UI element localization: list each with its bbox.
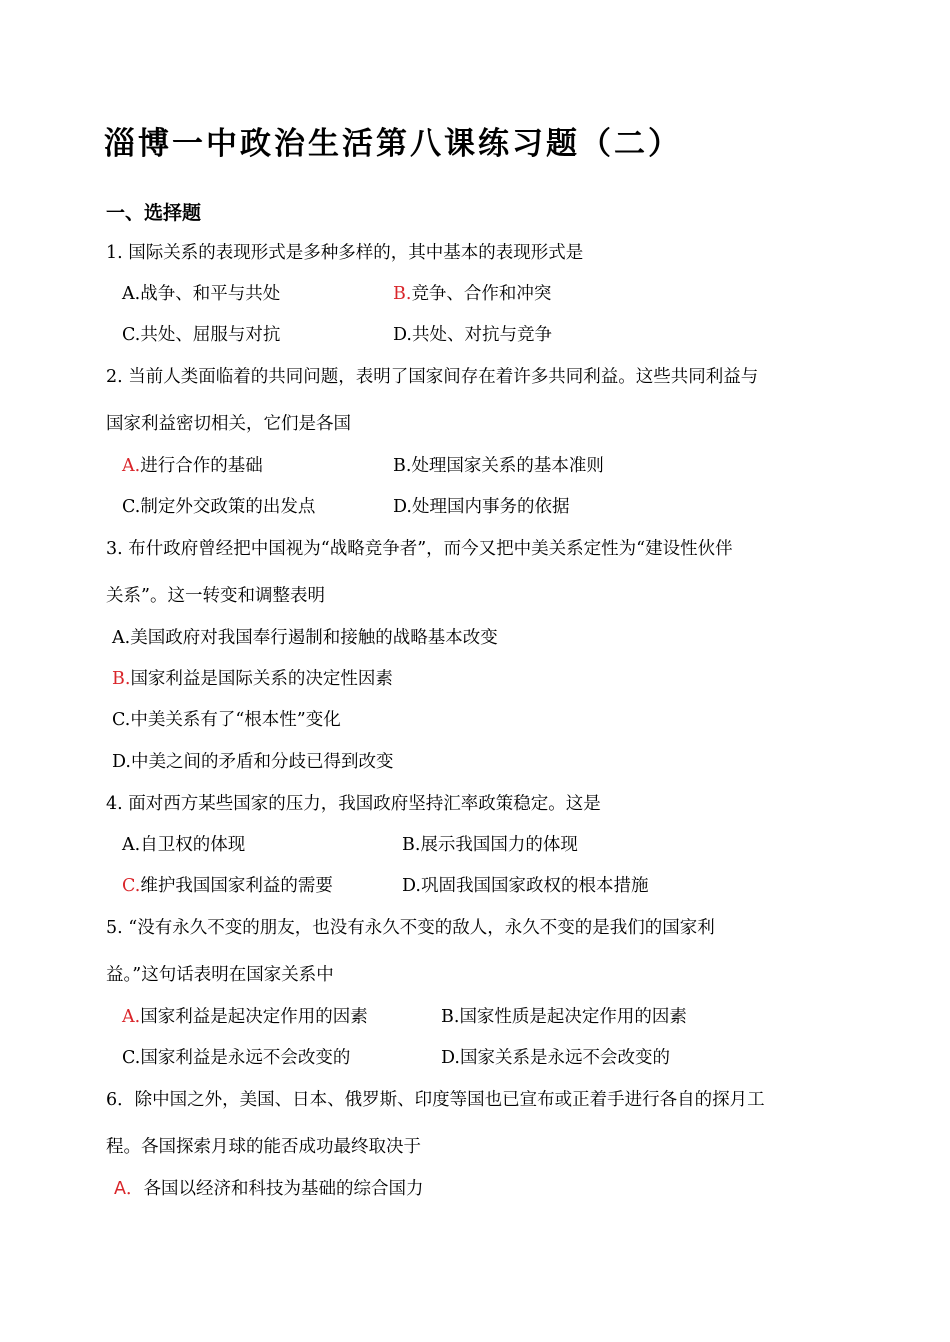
- question-2-option-d: [393, 495, 569, 519]
- option-text: 中美之间的矛盾和分歧已得到改变: [130, 752, 394, 772]
- option-text: 制定外交政策的出发点: [140, 497, 316, 517]
- option-letter-answer: B.: [393, 284, 412, 304]
- option-letter: D.: [393, 325, 412, 345]
- option-text: 维护我国国家利益的需要: [140, 876, 333, 896]
- option-letter: D.: [402, 876, 421, 896]
- question-6-stem-line-2: 程。各国探索月球的能否成功最终取决于: [106, 1137, 421, 1157]
- option-letter-answer: C.: [122, 876, 141, 896]
- question-1-option-a: [122, 282, 280, 306]
- question-3-option-b: [112, 667, 393, 691]
- option-letter: C.: [112, 710, 131, 730]
- option-text: 美国政府对我国奉行遏制和接触的战略基本改变: [130, 628, 498, 648]
- option-letter: A.: [112, 628, 131, 648]
- question-1-option-d: [393, 323, 552, 347]
- option-text: 战争、和平与共处: [140, 284, 281, 304]
- question-5-option-b: [441, 1005, 687, 1029]
- option-letter: B.: [441, 1007, 460, 1027]
- option-letter: D.: [441, 1048, 460, 1068]
- option-letter-answer: A.: [122, 456, 141, 476]
- option-letter: C.: [122, 497, 141, 517]
- question-5-stem-line-2: 益。”这句话表明在国家关系中: [106, 965, 334, 985]
- option-letter: A.: [122, 284, 141, 304]
- option-text: 国家性质是起决定作用的因素: [459, 1007, 687, 1027]
- option-text: 各国以经济和科技为基础的综合国力: [143, 1179, 424, 1199]
- question-1-stem: 1. 国际关系的表现形式是多种多样的，其中基本的表现形式是: [106, 243, 584, 263]
- option-text: 国家利益是国际关系的决定性因素: [130, 669, 393, 689]
- question-2-option-c: [122, 495, 315, 519]
- option-letter: A.: [122, 835, 141, 855]
- option-letter: C.: [122, 325, 141, 345]
- question-5-stem-line-1: 5. “没有永久不变的朋友，也没有永久不变的敌人，永久不变的是我们的国家利: [106, 918, 715, 938]
- option-text: 国家利益是永远不会改变的: [140, 1048, 351, 1068]
- option-letter: D.: [112, 752, 131, 772]
- option-text: 共处、屈服与对抗: [140, 325, 281, 345]
- question-3-option-a: [112, 626, 498, 650]
- option-letter: B.: [402, 835, 421, 855]
- question-5-option-a: [122, 1005, 368, 1029]
- question-4-stem: 4. 面对西方某些国家的压力，我国政府坚持汇率政策稳定。这是: [106, 794, 601, 814]
- question-4-option-a: [122, 833, 245, 857]
- option-text: 处理国家关系的基本准则: [411, 456, 604, 476]
- option-letter: C.: [122, 1048, 141, 1068]
- question-6-option-a: [114, 1177, 423, 1201]
- option-text: 进行合作的基础: [140, 456, 263, 476]
- section-heading: 一、选择题: [106, 202, 202, 224]
- question-4-option-d: [402, 874, 648, 898]
- page-title: 淄博一中政治生活第八课练习题（二）: [104, 126, 682, 162]
- option-letter-answer: A.: [122, 1007, 141, 1027]
- option-text: 展示我国国力的体现: [420, 835, 578, 855]
- question-1-option-b: [393, 282, 551, 306]
- option-text: 国家利益是起决定作用的因素: [140, 1007, 368, 1027]
- option-text: 巩固我国国家政权的根本措施: [420, 876, 649, 896]
- option-text: 自卫权的体现: [140, 835, 246, 855]
- question-2-option-b: [393, 454, 604, 478]
- option-text: 中美关系有了“根本性”变化: [130, 710, 341, 730]
- question-2-stem-line-2: 国家利益密切相关，它们是各国: [106, 414, 351, 434]
- question-1-option-c: [122, 323, 280, 347]
- question-3-option-d: [112, 750, 393, 774]
- question-3-stem-line-2: 关系”。这一转变和调整表明: [106, 586, 325, 606]
- question-3-stem-line-1: 3. 布什政府曾经把中国视为“战略竞争者”，而今又把中美关系定性为“建设性伙伴: [106, 539, 733, 559]
- question-4-option-b: [402, 833, 578, 857]
- option-text: 竞争、合作和冲突: [411, 284, 552, 304]
- option-text: 处理国内事务的依据: [411, 497, 570, 517]
- question-5-option-c: [122, 1046, 350, 1070]
- question-6-stem-line-1: 6．除中国之外，美国、日本、俄罗斯、印度等国也已宣布或正着手进行各自的探月工: [106, 1090, 765, 1110]
- question-2-stem-line-1: 2. 当前人类面临着的共同问题，表明了国家间存在着许多共同利益。这些共同利益与: [106, 367, 759, 387]
- option-text: 共处、对抗与竞争: [411, 325, 552, 345]
- option-text: 国家关系是永远不会改变的: [459, 1048, 670, 1068]
- question-4-option-c: [122, 874, 333, 898]
- option-letter: D.: [393, 497, 412, 517]
- option-letter-answer: A．: [114, 1179, 144, 1199]
- option-letter-answer: B.: [112, 669, 131, 689]
- question-5-option-d: [441, 1046, 670, 1070]
- question-3-option-c: [112, 708, 341, 732]
- option-letter: B.: [393, 456, 412, 476]
- question-2-option-a: [122, 454, 263, 478]
